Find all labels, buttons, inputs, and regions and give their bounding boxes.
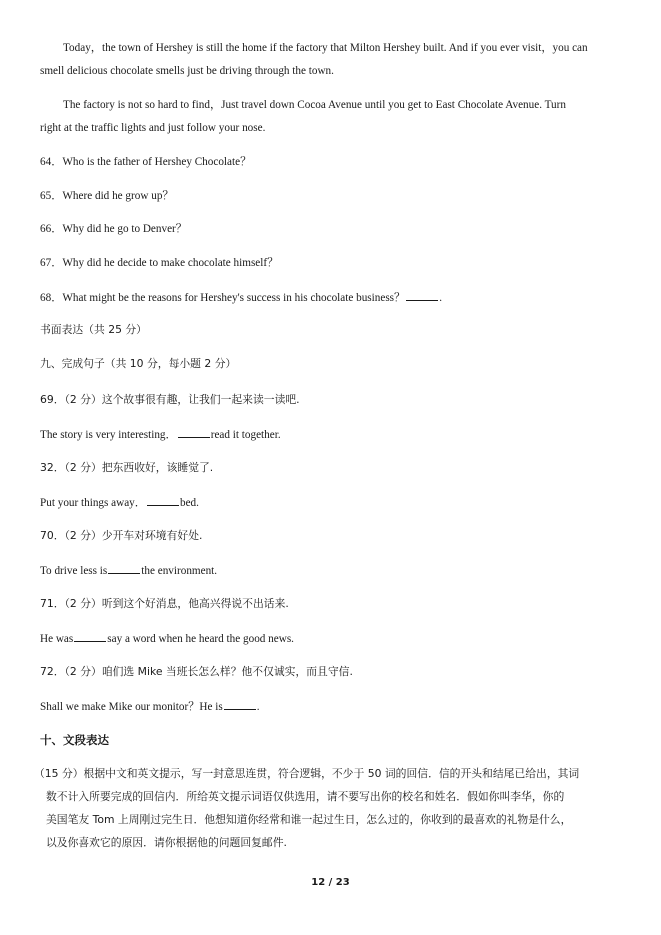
sentence-71-pre: He was bbox=[40, 633, 74, 645]
sentence-32-prompt: 32．（2 分）把东西收好，该睡觉了. bbox=[40, 461, 214, 474]
passage-p1-line1: Today，the town of Hershey is still the home if the factory that Milton Hershey built. And if you ever visit，you can bbox=[63, 42, 588, 54]
question-68 bbox=[40, 290, 442, 305]
section-written-heading: 书面表达（共 25 分） bbox=[40, 323, 147, 336]
answer-blank[interactable] bbox=[74, 631, 106, 642]
sentence-32-post: bed. bbox=[179, 497, 199, 509]
question-68-text: 68．What might be the reasons for Hershey's success in his chocolate business？ bbox=[40, 292, 406, 304]
page-number: 12 / 23 bbox=[311, 877, 350, 888]
essay-line-2: 数不计入所要完成的回信内．所给英文提示词语仅供选用，请不要写出你的校名和姓名．假如你叫李华，你的 bbox=[46, 790, 565, 803]
sentence-69-post: read it together. bbox=[210, 429, 281, 441]
passage-p2-line2: right at the traffic lights and just follow your nose. bbox=[40, 122, 266, 134]
sentence-72-post: . bbox=[256, 701, 260, 713]
essay-line-3: 美国笔友 Tom 上周刚过完生日．他想知道你经常和谁一起过生日，怎么过的，你收到的最喜欢的礼物是什么， bbox=[46, 813, 572, 826]
essay-line-1: （15 分）根据中文和英文提示，写一封意思连贯，符合逻辑，不少于 50 词的回信．信的开头和结尾已给出，其词 bbox=[34, 767, 580, 780]
essay-line-4: 以及你喜欢它的原因．请你根据他的问题回复邮件. bbox=[46, 836, 287, 849]
sentence-71-answer bbox=[40, 631, 294, 646]
sentence-72-prompt: 72．（2 分）咱们选 Mike 当班长怎么样？他不仅诚实，而且守信. bbox=[40, 665, 353, 678]
section-ten-heading: 十、文段表达 bbox=[40, 733, 109, 747]
answer-blank[interactable] bbox=[224, 699, 256, 710]
question-67: 67．Why did he decide to make chocolate himself？ bbox=[40, 257, 279, 269]
question-65: 65．Where did he grow up？ bbox=[40, 190, 174, 202]
sentence-72-answer bbox=[40, 699, 260, 714]
sentence-32-answer bbox=[40, 495, 199, 510]
sentence-69-answer bbox=[40, 427, 281, 442]
question-68-end: . bbox=[439, 292, 443, 304]
answer-blank[interactable] bbox=[147, 495, 179, 506]
passage-p1-line2: smell delicious chocolate smells just be driving through the town. bbox=[40, 65, 334, 77]
answer-blank[interactable] bbox=[108, 563, 140, 574]
sentence-70-pre: To drive less is bbox=[40, 565, 108, 577]
sentence-71-post: say a word when he heard the good news. bbox=[107, 633, 294, 645]
sentence-70-post: the environment. bbox=[141, 565, 218, 577]
answer-blank[interactable] bbox=[406, 290, 438, 301]
section-nine-heading: 九、完成句子（共 10 分，每小题 2 分） bbox=[40, 357, 237, 370]
sentence-70-answer bbox=[40, 563, 217, 578]
question-64: 64．Who is the father of Hershey Chocolate？ bbox=[40, 156, 252, 168]
question-66: 66．Why did he go to Denver？ bbox=[40, 223, 187, 235]
passage-p2-line1: The factory is not so hard to find，Just travel down Cocoa Avenue until you get to East Chocolate Avenue. Turn bbox=[63, 99, 566, 111]
sentence-69-pre: The story is very interesting． bbox=[40, 429, 177, 441]
sentence-32-pre: Put your things away． bbox=[40, 497, 146, 509]
answer-blank[interactable] bbox=[178, 427, 210, 438]
sentence-71-prompt: 71．（2 分）听到这个好消息，他高兴得说不出话来. bbox=[40, 597, 289, 610]
sentence-70-prompt: 70．（2 分）少开车对环境有好处. bbox=[40, 529, 203, 542]
sentence-69-prompt: 69．（2 分）这个故事很有趣，让我们一起来读一读吧. bbox=[40, 393, 300, 406]
sentence-72-pre: Shall we make Mike our monitor？He is bbox=[40, 701, 223, 713]
